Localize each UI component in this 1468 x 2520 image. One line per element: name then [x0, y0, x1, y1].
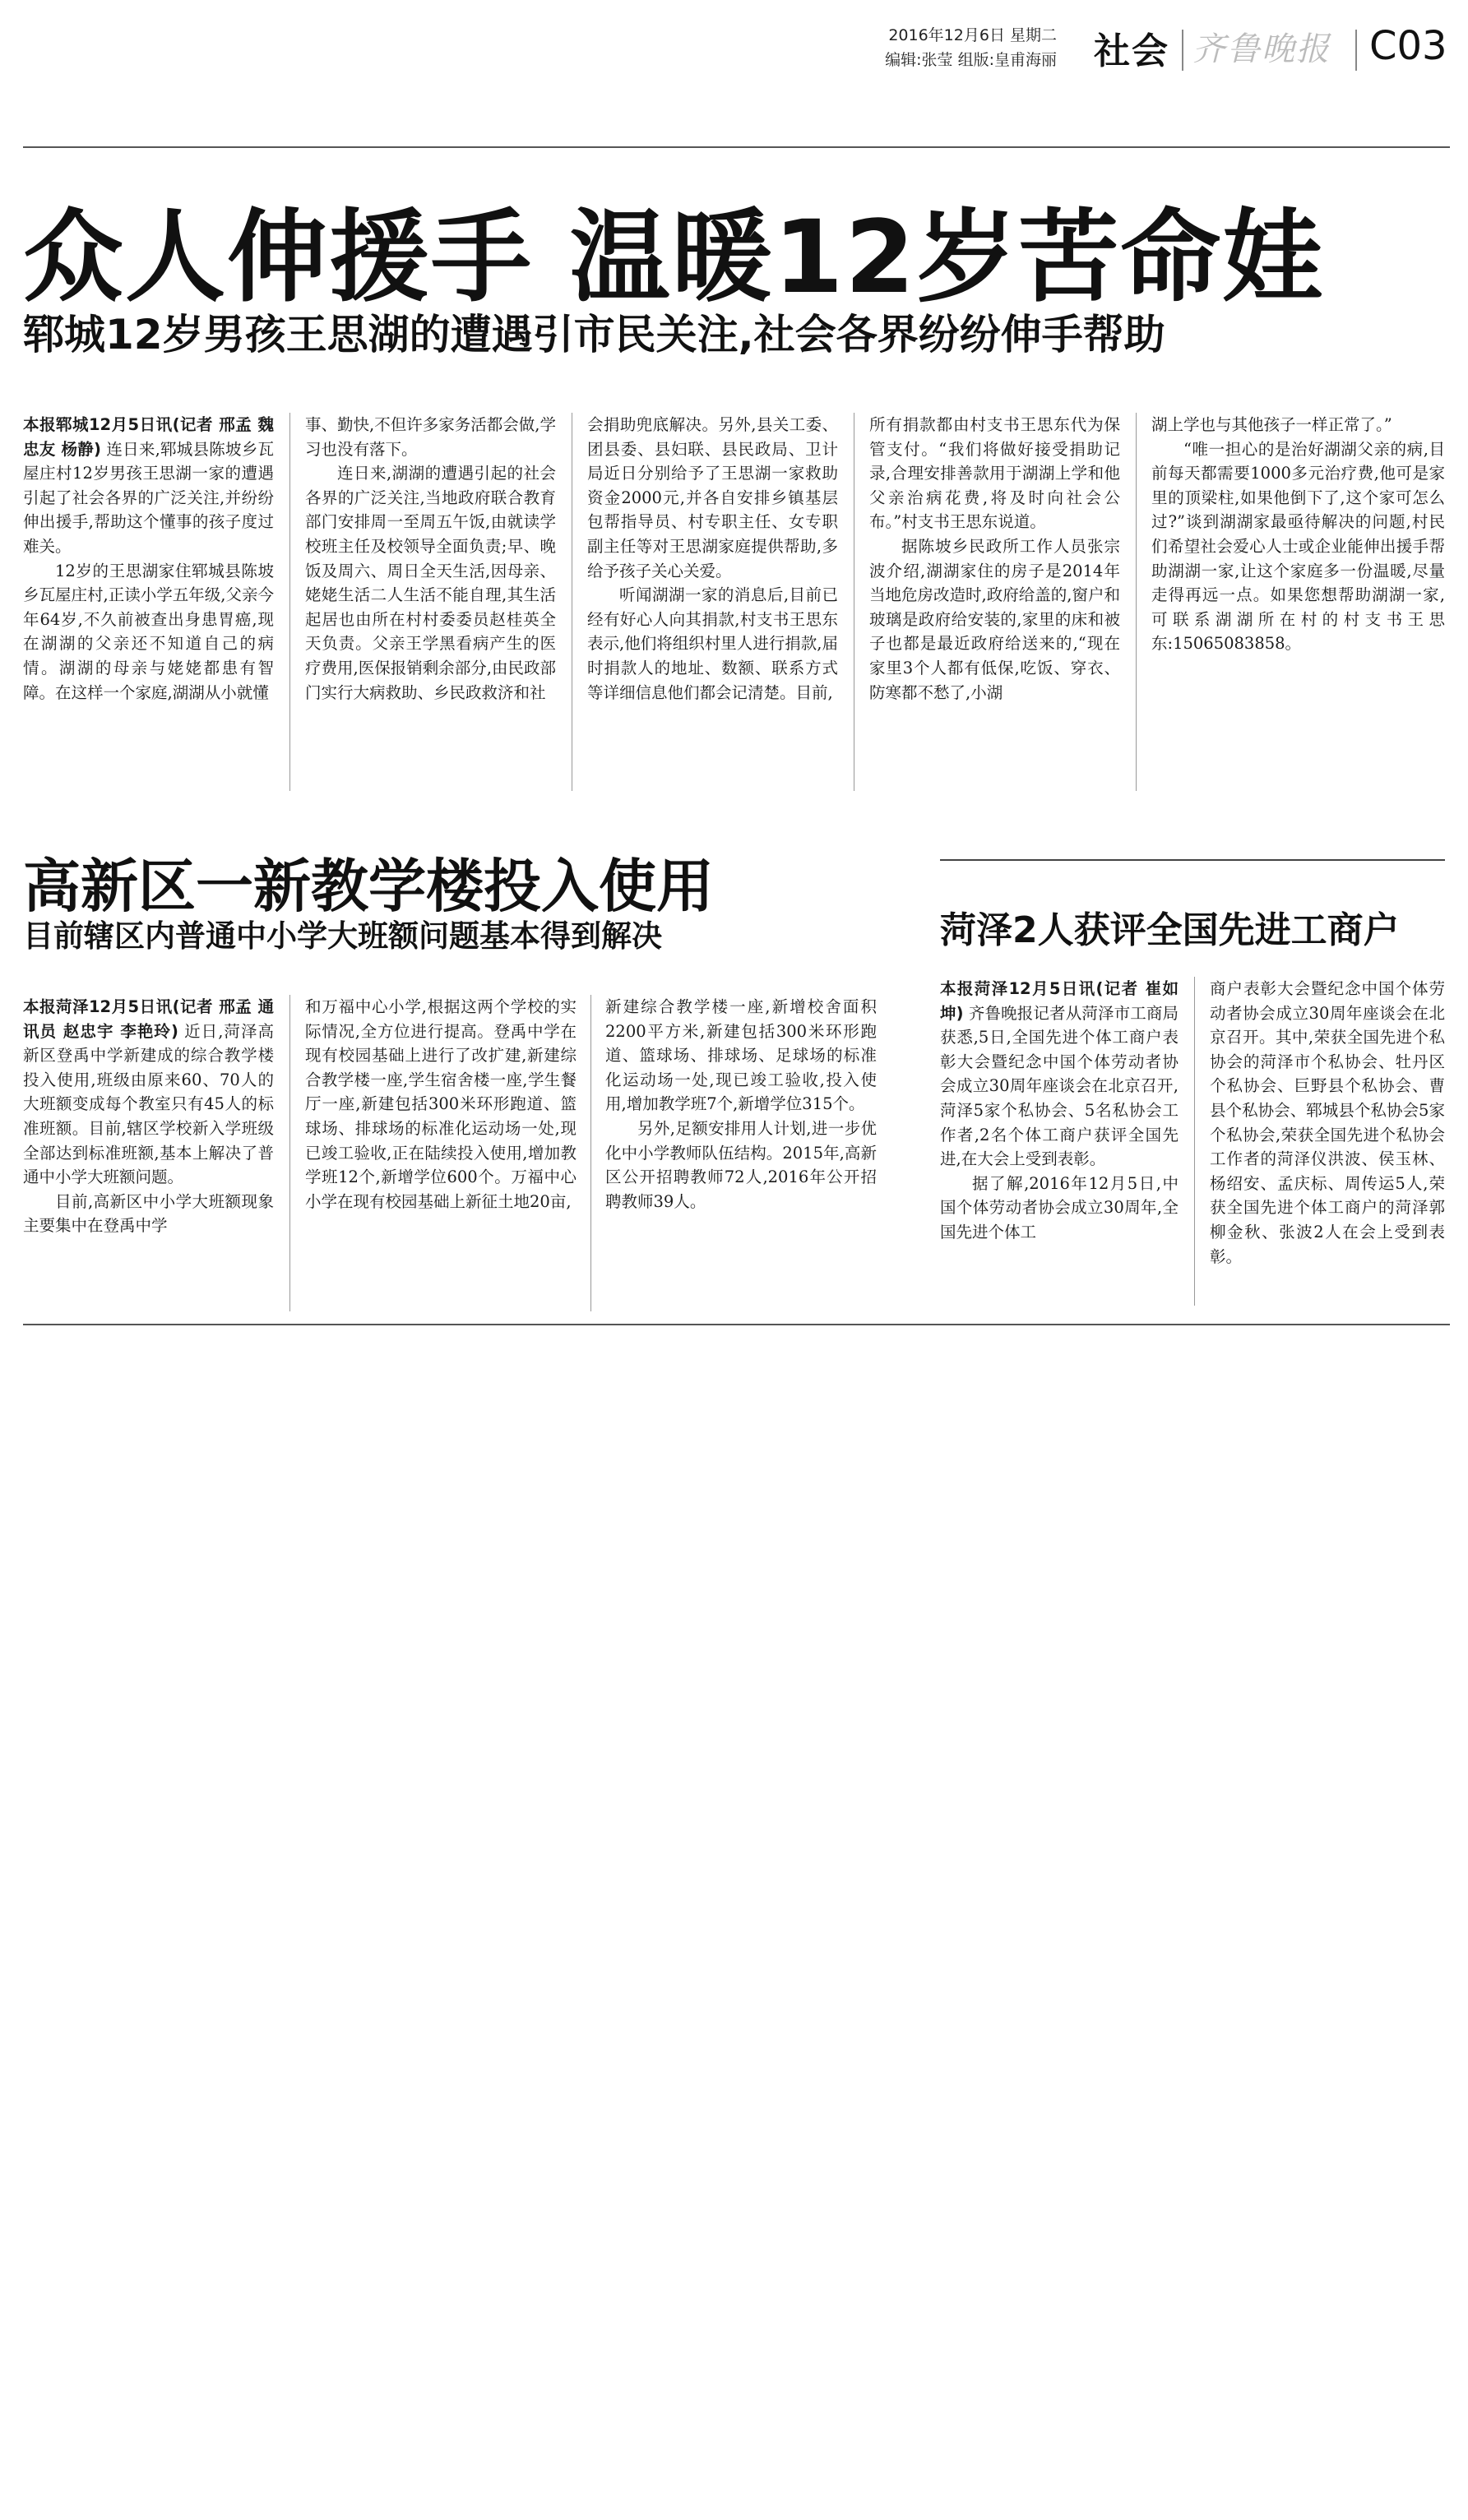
- article1-column-1: 本报郓城12月5日讯(记者 邢孟 魏忠友 杨静) 连日来,郓城县陈坡乡瓦屋庄村12岁男孩王思湖一家的遭遇引起了社会各界的广泛关注,并纷纷伸出援手,帮助这个懂事的孩子度过难关。 12岁的王思湖家住郓城县陈坡乡瓦屋庄村,正读小学五年级,父亲今年64岁,不久前被查出身患胃癌,现在湖湖的父亲还不知道自己的病情。湖湖的母亲与姥姥都患有智障。在这样一个家庭,湖湖从小就懂: [23, 415, 274, 702]
- article3-column-1: 本报菏泽12月5日讯(记者 崔如坤) 齐鲁晚报记者从菏泽市工商局获悉,5日,全国先进个体工商户表彰大会暨纪念中国个体劳动者协会成立30周年座谈会在北京召开,菏泽5家个私协会、5名私协会工作者,2名个体工商户获评全国先进,在大会上受到表彰。 据了解,2016年12月5日,中国个体劳动者协会成立30周年,全国先进个体工: [940, 979, 1179, 1242]
- article2-headline: 高新区一新教学楼投入使用: [23, 853, 714, 920]
- article1-subhead: 郓城12岁男孩王思湖的遭遇引市民关注,社会各界纷纷伸手帮助: [23, 311, 1165, 358]
- column-rule: [289, 995, 290, 1311]
- issue-date: 2016年12月6日 星期二: [888, 26, 1057, 44]
- article3-column-2: 商户表彰大会暨纪念中国个体劳动者协会成立30周年座谈会在北京召开。其中,荣获全国先进个私协会的菏泽市个私协会、牡丹区个私协会、巨野县个私协会、曹县个私协会、郓城县个私协会5家个私协会,荣获全国先进个私协会工作者的菏泽仪洪波、侯玉林、杨绍安、孟庆标、周传运5人,荣获全国先进个体工商户的菏泽郭柳金秋、张波2人在会上受到表彰。: [1210, 979, 1445, 1266]
- header-rule: [23, 146, 1450, 148]
- article1-byline: 本报郓城12月5日讯(记者 邢孟 魏忠友 杨静): [23, 415, 274, 459]
- header-divider: [1182, 30, 1183, 71]
- article1-column-4: 所有捐款都由村支书王思东代为保管支付。“我们将做好接受捐助记录,合理安排善款用于湖湖上学和他父亲治病花费,将及时向社会公布。”村支书王思东说道。 据陈坡乡民政所工作人员张宗波介绍,湖湖家住的房子是2014年当地危房改造时,政府给盖的,窗户和玻璃是政府给安装的,家里的床和被子也都是最近政府给送来的,“现在家里3个人都有低保,吃饭、穿衣、防寒都不愁了,小湖: [869, 415, 1120, 702]
- article2-byline: 本报菏泽12月5日讯(记者 邢孟 通讯员 赵忠宇 李艳玲): [23, 997, 274, 1041]
- article1-column-2: 事、勤快,不但许多家务活都会做,学习也没有落下。 连日来,湖湖的遭遇引起的社会各界的广泛关注,当地政府联合教育部门安排周一至周五午饭,由就读学校班主任及校领导全面负责;早、晚饭及周六、周日全天生活,因母亲、姥姥生活二人生活不能自理,其生活起居也由所在村村委委员赵桂英全天负责。父亲王学黑看病产生的医疗费用,医保报销剩余部分,由民政部门实行大病救助、乡民政救济和社: [305, 415, 556, 702]
- article2-column-3: 新建综合教学楼一座,新增校舍面积2200平方米,新建包括300米环形跑道、篮球场、排球场、足球场的标准化运动场一处,现已竣工验收,投入使用,增加教学班7个,新增学位315个。 另外,足额安排用人计划,进一步优化中小学教师队伍结构。2015年,高新区公开招聘教师72人,2016年公开招聘教师39人。: [605, 997, 877, 1211]
- article2-column-1: 本报菏泽12月5日讯(记者 邢孟 通讯员 赵忠宇 李艳玲) 近日,菏泽高新区登禹中学新建成的综合教学楼投入使用,班级由原来60、70人的大班额变成每个教室只有45人的标准班额。目前,辖区学校新入学班级全部达到标准班额,基本上解决了普通中小学大班额问题。 目前,高新区中小学大班额现象主要集中在登禹中学: [23, 997, 274, 1236]
- column-rule: [1136, 413, 1137, 791]
- article1-column-5: 湖上学也与其他孩子一样正常了。” “唯一担心的是治好湖湖父亲的病,目前每天都需要1000多元治疗费,他可是家里的顶梁柱,如果他倒下了,这个家可怎么过?”谈到湖湖家最亟待解决的问题,村民们希望社会爱心人士或企业能伸出援手帮助湖湖一家,让这个家庭多一份温暖,尽量走得再远一点。如果您想帮助湖湖一家,可联系湖湖所在村的村支书王思东:15065083858。: [1151, 415, 1445, 654]
- page-number: C03: [1369, 23, 1447, 69]
- article3-byline: 本报菏泽12月5日讯(记者 崔如坤): [940, 979, 1179, 1023]
- article3-top-rule: [940, 859, 1445, 861]
- column-rule: [1194, 977, 1195, 1306]
- section-name: 社会: [1094, 30, 1169, 72]
- column-rule: [590, 995, 591, 1311]
- column-rule: [289, 413, 290, 791]
- article2-subhead: 目前辖区内普通中小学大班额问题基本得到解决: [23, 918, 662, 954]
- article1-column-3: 会捐助兜底解决。另外,县关工委、团县委、县妇联、县民政局、卫计局近日分别给予了王思湖一家救助资金2000元,并各自安排乡镇基层包帮指导员、村专职主任、女专职副主任等对王思湖家庭提供帮助,多给予孩子关心关爱。 听闻湖湖一家的消息后,目前已经有好心人向其捐款,村支书王思东表示,他们将组织村里人进行捐款,届时捐款人的地址、数额、联系方式等详细信息他们都会记清楚。目前,: [587, 415, 838, 702]
- article2-column-2: 和万福中心小学,根据这两个学校的实际情况,全方位进行提高。登禹中学在现有校园基础上进行了改扩建,新建综合教学楼一座,学生宿舍楼一座,学生餐厅一座,新建包括300米环形跑道、篮球场、排球场的标准化运动场一处,现已竣工验收,正在陆续投入使用,增加教学班12个,新增学位600个。万福中心小学在现有校园基础上新征土地20亩,: [305, 997, 577, 1211]
- header-divider: [1355, 30, 1357, 71]
- editor-credits: 编辑:张莹 组版:皇甫海丽: [885, 51, 1057, 69]
- bottom-rule: [23, 1324, 1450, 1325]
- article3-headline: 菏泽2人获评全国先进工商户: [940, 909, 1400, 951]
- newspaper-logo: 齐鲁晚报: [1192, 30, 1331, 68]
- article1-headline: 众人伸援手 温暖12岁苦命娃: [23, 199, 1325, 316]
